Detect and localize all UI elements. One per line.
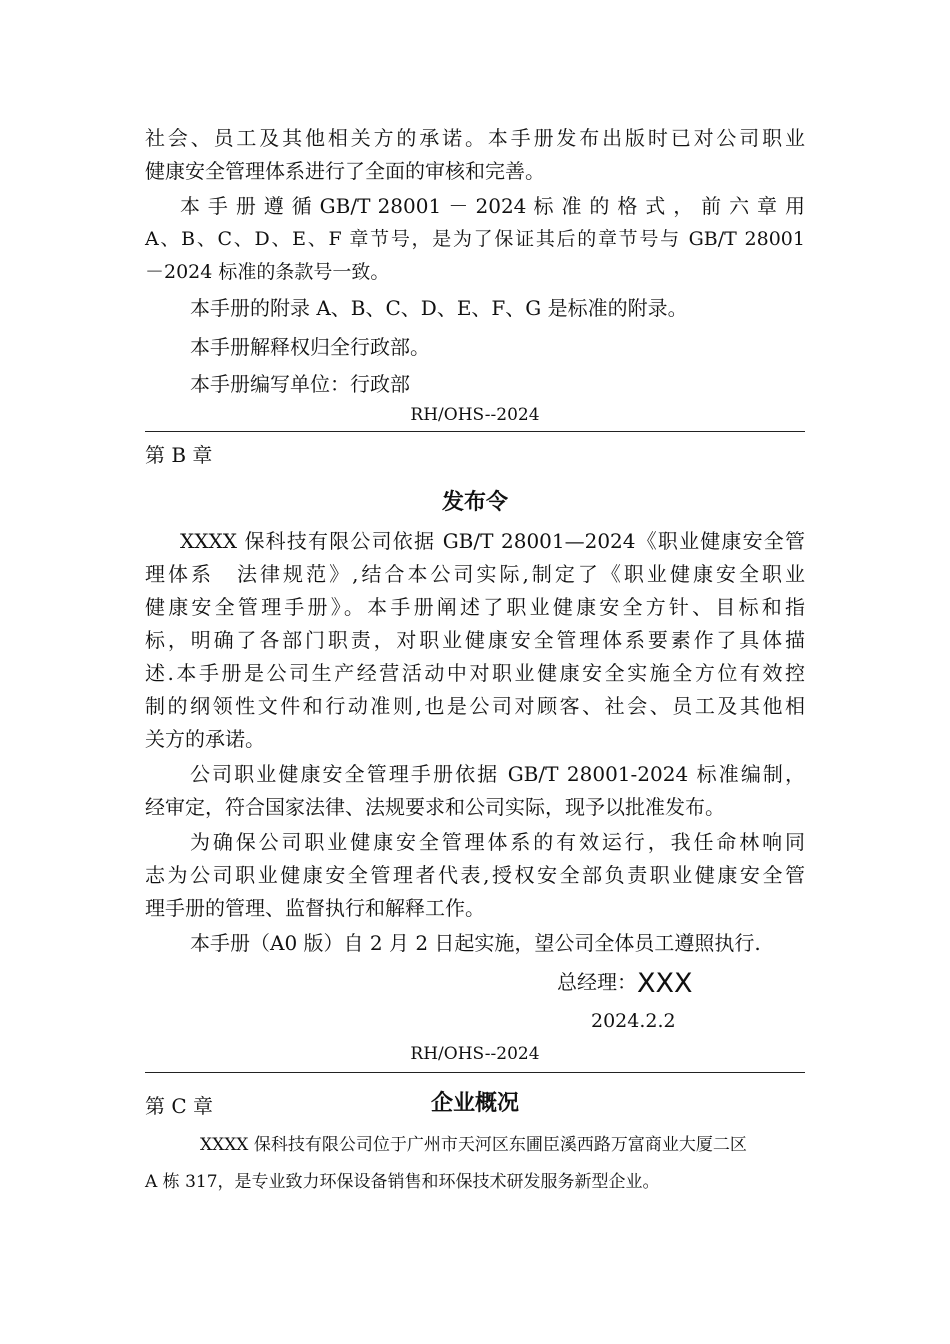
- signature-name: XXX: [637, 968, 693, 999]
- doc-code-1: RH/OHS--2024: [410, 405, 540, 425]
- chapter-c-title: 企业概况: [430, 1091, 519, 1116]
- chapter-b-line-10: 为确保公司职业健康安全管理体系的有效运行，我任命林响同: [190, 830, 805, 854]
- chapter-c-line-1: XXXX 保科技有限公司位于广州市天河区东圃臣溪西路万富商业大厦二区: [200, 1135, 747, 1155]
- signature-block: [557, 965, 693, 999]
- chapter-b-line-8: 公司职业健康安全管理手册依据 GB/T 28001-2024 标准编制，: [190, 762, 805, 786]
- signature-label: 总经理：: [557, 970, 637, 994]
- section-a-line-3: 本 手 册 遵 循 GB/T 28001 － 2024 标 准 的 格 式 ， 前 六 章 用: [180, 194, 805, 218]
- section-a-line-5: －2024 标准的条款号一致。: [145, 261, 390, 283]
- section-a-line-7: 本手册解释权归全行政部。: [190, 335, 430, 359]
- section-a-line-6: 本手册的附录 A、B、C、D、E、F、G 是标准的附录。: [190, 296, 688, 320]
- chapter-b-line-4: 标，明确了各部门职责，对职业健康安全管理体系要素作了具体描: [145, 628, 805, 652]
- chapter-b-line-6: 制的纲领性文件和行动准则,也是公司对顾客、社会、员工及其他相: [145, 694, 805, 718]
- chapter-c-label: 第 C 章: [145, 1094, 214, 1118]
- chapter-b-line-3: 健康安全管理手册》。本手册阐述了职业健康安全方针、目标和指: [145, 595, 805, 619]
- chapter-b-line-9: 经审定，符合国家法律、法规要求和公司实际，现予以批准发布。: [145, 795, 725, 819]
- chapter-b-line-2: 理体系 法律规范》,结合本公司实际,制定了《职业健康安全职业: [145, 562, 805, 586]
- section-a-line-2: 健康安全管理体系进行了全面的审核和完善。: [145, 159, 545, 183]
- divider-2: [145, 1072, 805, 1073]
- publish-date: 2024.2.2: [591, 1010, 676, 1032]
- chapter-c-line-2: A 栋 317，是专业致力环保设备销售和环保技术研发服务新型企业。: [145, 1172, 660, 1192]
- chapter-b-line-7: 关方的承诺。: [145, 727, 265, 751]
- divider-1: [145, 431, 805, 432]
- chapter-b-title: 发布令: [441, 490, 508, 515]
- chapter-b-line-5: 述.本手册是公司生产经营活动中对职业健康安全实施全方位有效控: [145, 661, 805, 685]
- section-a-line-4: A、B、C、D、E、F 章节号，是为了保证其后的章节号与 GB/T 28001: [145, 228, 805, 250]
- chapter-b-line-1: XXXX 保科技有限公司依据 GB/T 28001—2024《职业健康安全管: [180, 529, 805, 553]
- section-a-line-8: 本手册编写单位：行政部: [190, 372, 410, 396]
- chapter-b-line-13: 本手册（A0 版）自 2 月 2 日起实施，望公司全体员工遵照执行.: [190, 931, 761, 955]
- chapter-b-line-11: 志为公司职业健康安全管理者代表,授权安全部负责职业健康安全管: [145, 863, 805, 887]
- section-a-line-1: 社会、员工及其他相关方的承诺。本手册发布出版时已对公司职业: [145, 126, 805, 150]
- chapter-b-line-12: 理手册的管理、监督执行和解释工作。: [145, 896, 485, 920]
- doc-code-2: RH/OHS--2024: [410, 1044, 540, 1064]
- chapter-b-label: 第 B 章: [145, 443, 213, 467]
